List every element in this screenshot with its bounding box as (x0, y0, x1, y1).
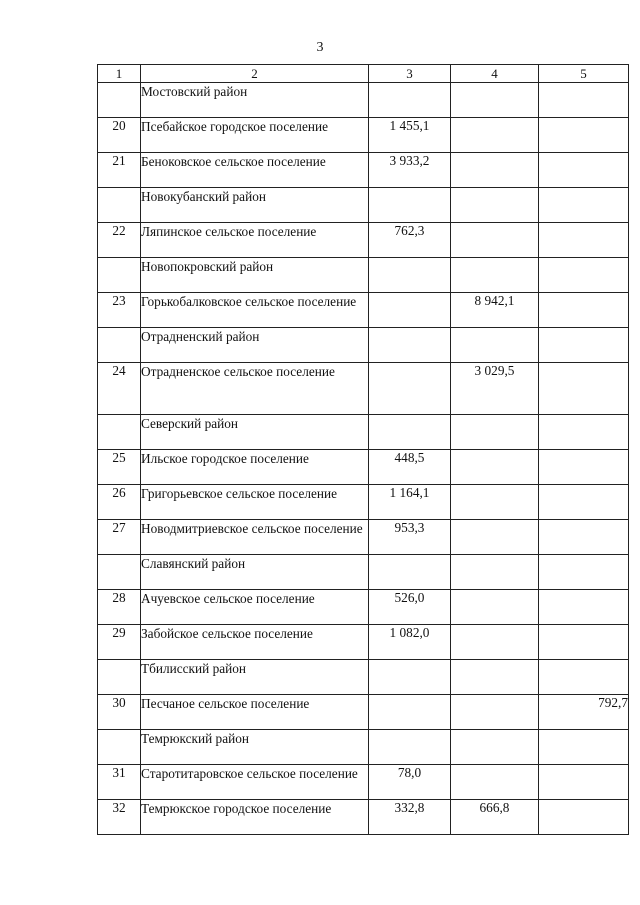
column-5-value (539, 555, 629, 590)
district-name-cell: Новопокровский район (141, 258, 369, 293)
settlement-name-cell: Григорьевское сельское поселение (141, 485, 369, 520)
row-number-cell: 21 (98, 153, 141, 188)
settlement-row (98, 695, 629, 730)
column-3-value (369, 415, 451, 450)
column-header: 4 (451, 65, 539, 83)
column-4-value (451, 223, 539, 258)
column-4-value: 3 029,5 (451, 363, 539, 415)
district-name-cell: Тбилисский район (141, 660, 369, 695)
row-number-cell: 23 (98, 293, 141, 328)
settlement-name-cell: Отрадненское сельское поселение (141, 363, 369, 415)
column-5-value (539, 415, 629, 450)
column-5-value (539, 765, 629, 800)
row-number-cell: 20 (98, 118, 141, 153)
column-3-value (369, 258, 451, 293)
column-3-value (369, 730, 451, 765)
district-row (98, 328, 629, 363)
settlement-name-cell: Песчаное сельское поселение (141, 695, 369, 730)
settlement-name-cell: Псебайское городское поселение (141, 118, 369, 153)
row-number-cell: 26 (98, 485, 141, 520)
column-3-value (369, 293, 451, 328)
column-3-value: 1 455,1 (369, 118, 451, 153)
row-number-cell (98, 730, 141, 765)
district-name-cell: Отрадненский район (141, 328, 369, 363)
column-3-value: 332,8 (369, 800, 451, 835)
settlement-row (98, 485, 629, 520)
column-5-value (539, 800, 629, 835)
column-4-value (451, 695, 539, 730)
column-5-value: 792,7 (539, 695, 629, 730)
column-5-value (539, 153, 629, 188)
column-3-value (369, 555, 451, 590)
column-3-value (369, 83, 451, 118)
column-header: 3 (369, 65, 451, 83)
row-number-cell: 24 (98, 363, 141, 415)
page-number: 3 (316, 40, 324, 55)
settlement-row (98, 293, 629, 328)
settlement-name-cell: Старотитаровское сельское поселение (141, 765, 369, 800)
settlement-name-cell: Беноковское сельское поселение (141, 153, 369, 188)
column-4-value (451, 625, 539, 660)
column-3-value (369, 188, 451, 223)
settlement-name-cell: Ляпинское сельское поселение (141, 223, 369, 258)
column-3-value (369, 695, 451, 730)
column-4-value (451, 415, 539, 450)
column-3-value: 1 164,1 (369, 485, 451, 520)
row-number-cell: 27 (98, 520, 141, 555)
column-4-value (451, 153, 539, 188)
row-number-cell: 29 (98, 625, 141, 660)
settlement-row (98, 363, 629, 415)
row-number-cell (98, 660, 141, 695)
column-3-value: 78,0 (369, 765, 451, 800)
column-5-value (539, 293, 629, 328)
column-5-value (539, 450, 629, 485)
column-4-value: 666,8 (451, 800, 539, 835)
settlement-row (98, 765, 629, 800)
district-name-cell: Новокубанский район (141, 188, 369, 223)
district-row (98, 188, 629, 223)
column-4-value (451, 730, 539, 765)
row-number-cell: 31 (98, 765, 141, 800)
row-number-cell: 25 (98, 450, 141, 485)
column-header: 5 (539, 65, 629, 83)
settlement-row (98, 450, 629, 485)
row-number-cell (98, 258, 141, 293)
column-4-value (451, 485, 539, 520)
row-number-cell (98, 415, 141, 450)
column-5-value (539, 625, 629, 660)
column-5-value (539, 363, 629, 415)
settlement-row (98, 153, 629, 188)
row-number-cell (98, 328, 141, 363)
column-3-value: 953,3 (369, 520, 451, 555)
district-row (98, 83, 629, 118)
settlement-row (98, 118, 629, 153)
settlement-row (98, 625, 629, 660)
column-5-value (539, 328, 629, 363)
settlement-row (98, 520, 629, 555)
district-row (98, 415, 629, 450)
column-4-value (451, 258, 539, 293)
column-4-value (451, 590, 539, 625)
row-number-cell (98, 555, 141, 590)
settlement-row (98, 223, 629, 258)
district-row (98, 730, 629, 765)
column-header: 2 (141, 65, 369, 83)
column-4-value (451, 83, 539, 118)
column-4-value (451, 520, 539, 555)
column-4-value (451, 118, 539, 153)
settlement-name-cell: Новодмитриевское сельское поселение (141, 520, 369, 555)
column-5-value (539, 520, 629, 555)
column-5-value (539, 258, 629, 293)
column-3-value: 1 082,0 (369, 625, 451, 660)
allocation-table (97, 64, 629, 835)
column-3-value: 448,5 (369, 450, 451, 485)
column-3-value (369, 660, 451, 695)
settlement-row (98, 590, 629, 625)
column-header: 1 (98, 65, 141, 83)
row-number-cell: 32 (98, 800, 141, 835)
district-row (98, 555, 629, 590)
column-3-value: 762,3 (369, 223, 451, 258)
column-5-value (539, 590, 629, 625)
district-row (98, 258, 629, 293)
district-name-cell: Темрюкский район (141, 730, 369, 765)
column-4-value (451, 188, 539, 223)
column-5-value (539, 660, 629, 695)
settlement-name-cell: Ачуевское сельское поселение (141, 590, 369, 625)
column-3-value: 3 933,2 (369, 153, 451, 188)
column-number-row (98, 65, 629, 83)
row-number-cell (98, 188, 141, 223)
column-4-value (451, 328, 539, 363)
settlement-name-cell: Ильское городское поселение (141, 450, 369, 485)
column-4-value (451, 765, 539, 800)
settlement-row (98, 800, 629, 835)
table-body (98, 65, 629, 835)
column-5-value (539, 188, 629, 223)
district-name-cell: Мостовский район (141, 83, 369, 118)
column-3-value (369, 328, 451, 363)
district-row (98, 660, 629, 695)
column-5-value (539, 118, 629, 153)
column-4-value (451, 555, 539, 590)
row-number-cell: 22 (98, 223, 141, 258)
row-number-cell: 28 (98, 590, 141, 625)
row-number-cell: 30 (98, 695, 141, 730)
column-5-value (539, 730, 629, 765)
row-number-cell (98, 83, 141, 118)
district-name-cell: Северский район (141, 415, 369, 450)
district-name-cell: Славянский район (141, 555, 369, 590)
column-3-value (369, 363, 451, 415)
column-4-value (451, 450, 539, 485)
settlement-name-cell: Горькобалковское сельское поселение (141, 293, 369, 328)
column-3-value: 526,0 (369, 590, 451, 625)
column-5-value (539, 83, 629, 118)
column-5-value (539, 223, 629, 258)
settlement-name-cell: Забойское сельское поселение (141, 625, 369, 660)
column-4-value: 8 942,1 (451, 293, 539, 328)
column-5-value (539, 485, 629, 520)
settlement-name-cell: Темрюкское городское поселение (141, 800, 369, 835)
column-4-value (451, 660, 539, 695)
